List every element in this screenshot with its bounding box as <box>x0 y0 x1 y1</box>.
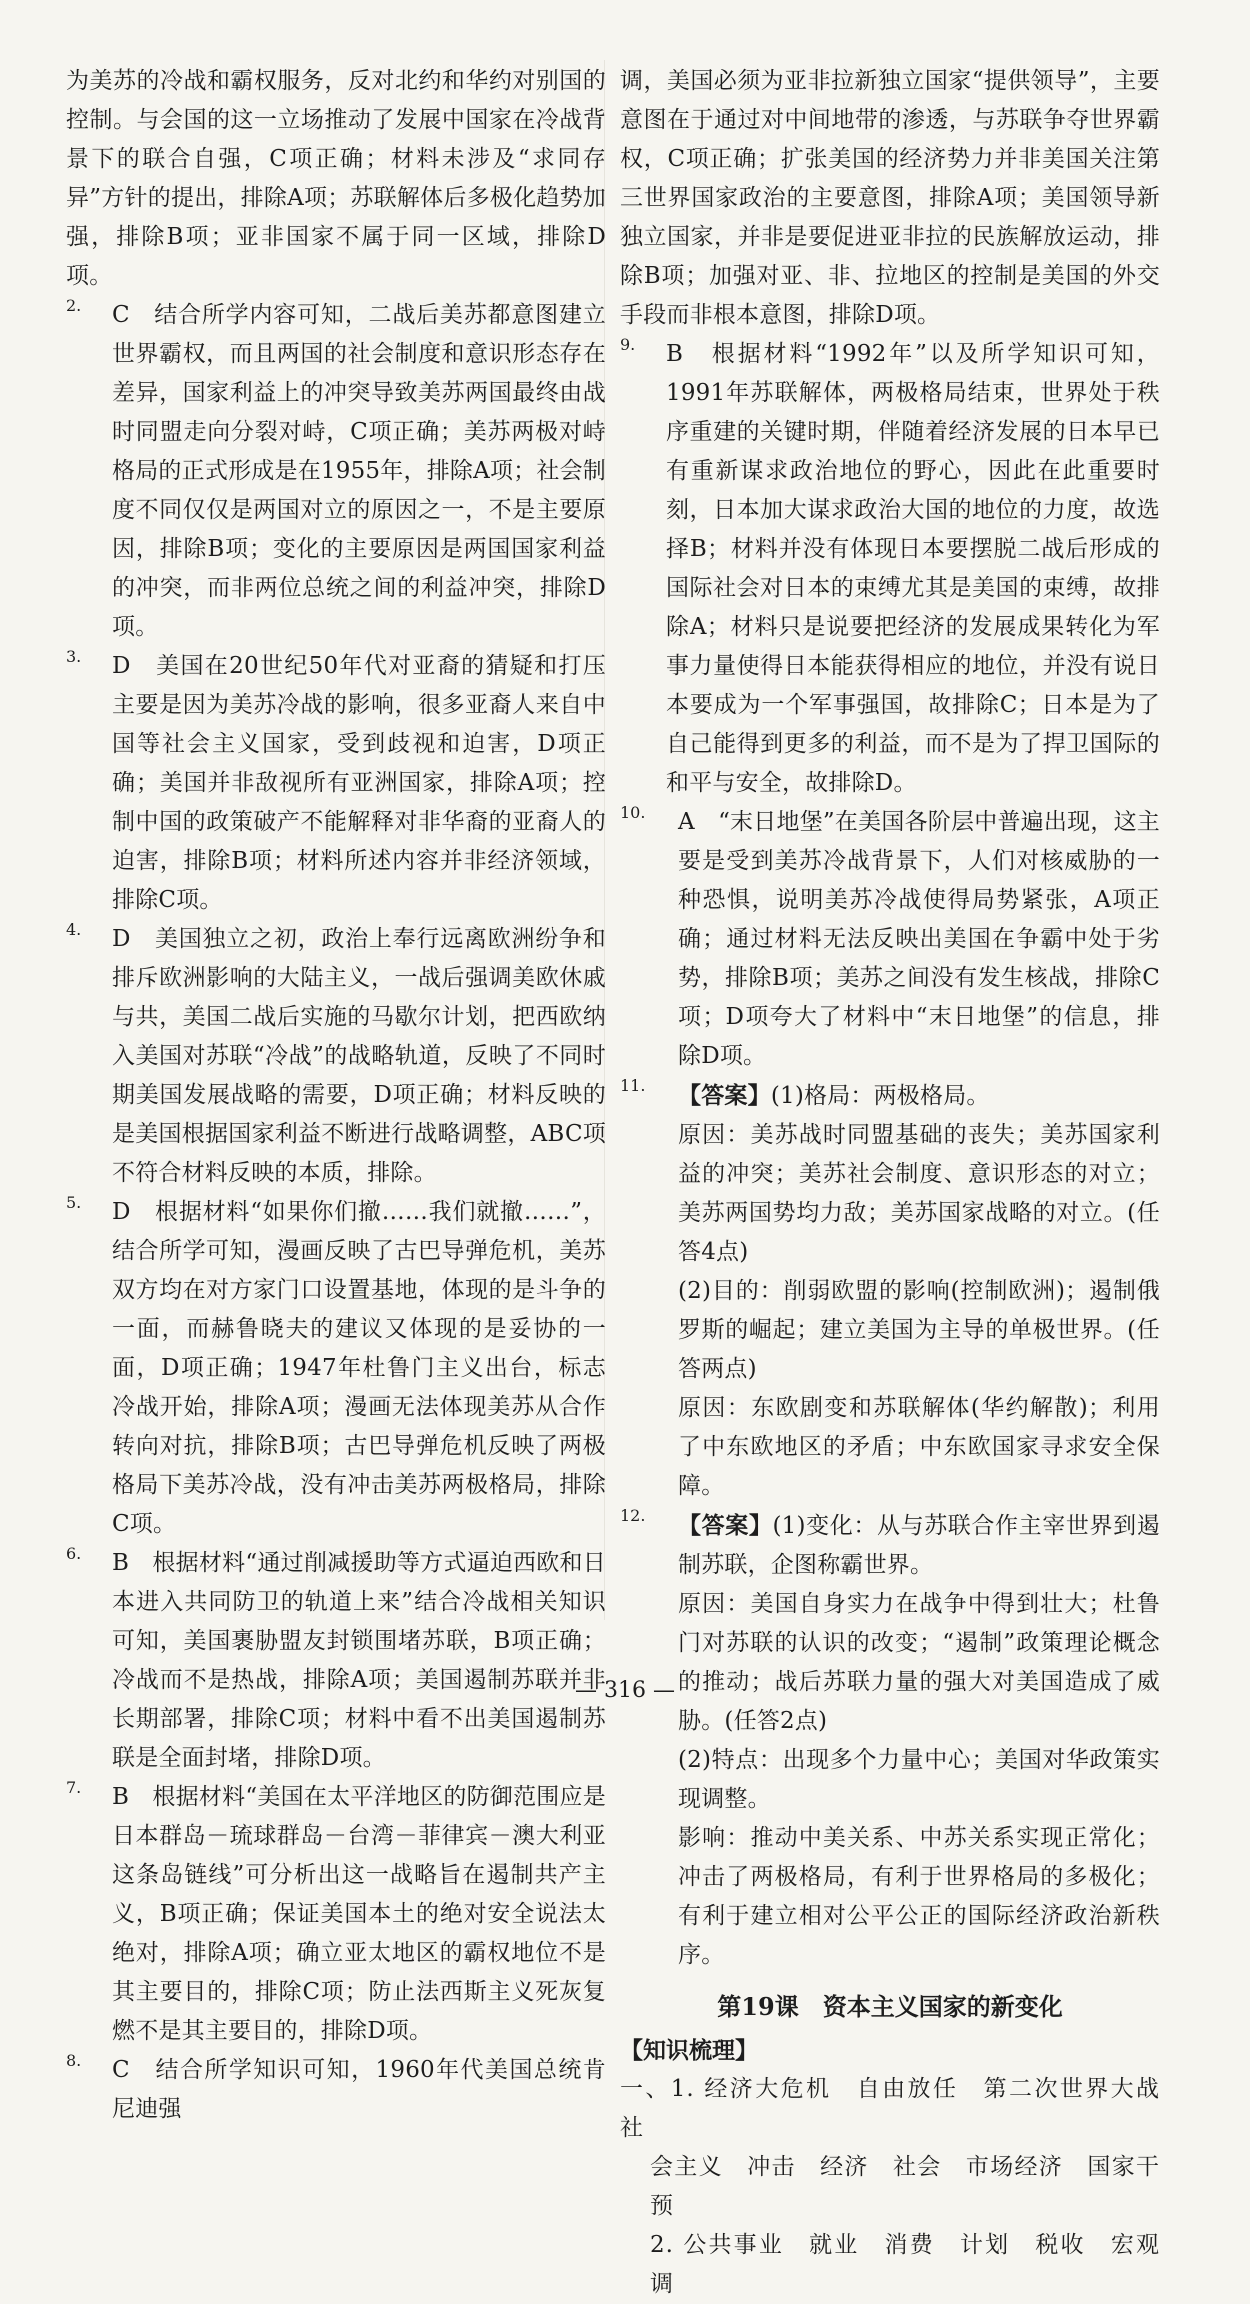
answer-item-9 <box>620 335 1160 803</box>
item-explanation: 结合所学知识可知，1960年代美国总统肯尼迪强 <box>112 2057 606 2122</box>
item-answer: C <box>112 302 130 328</box>
item-body <box>112 647 606 920</box>
terms-line: 一、1. 经济大危机 自由放任 第二次世界大战 社 <box>620 2076 1184 2141</box>
item-explanation: 结合所学内容可知，二战后美苏都意图建立世界霸权，而且两国的社会制度和意识形态存在差异，国家利益上的冲突导致美苏两国最终由战时同盟走向分裂对峙，C项正确；美苏两极对峙格局的正式形成是在1955年，排除A项；社会制度不同仅仅是两国对立的原因之一，不是主要原因，排除B项；变化的主要原因是两国国家利益的冲突，而非两位总统之间的利益冲突，排除D项。 <box>112 302 606 640</box>
answer-item-3 <box>66 647 606 920</box>
item-number: 7. <box>66 1778 82 1797</box>
answer-text: (1)格局：两极格局。 <box>770 1083 990 1109</box>
answer-paragraph: 原因：东欧剧变和苏联解体(华约解散)；利用了中东欧地区的矛盾；中东欧国家寻求安全保障。 <box>678 1395 1160 1499</box>
item-body <box>112 296 606 647</box>
answer-text: (1)变化：从与苏联合作主宰世界到遏制苏联，企图称霸世界。 <box>678 1513 1160 1578</box>
answer-tag: 【答案】 <box>678 1512 773 1539</box>
item-body <box>678 1076 1160 1506</box>
terms-line: 2. 公共事业 就业 消费 计划 税收 宏观调 <box>650 2232 1160 2297</box>
item-answer: C <box>112 2057 130 2083</box>
item-body <box>678 803 1160 1076</box>
item-explanation: 美国在20世纪50年代对亚裔的猜疑和打压主要是因为美苏冷战的影响，很多亚裔人来自中国等社会主义国家，受到歧视和迫害，D项正确；美国并非敌视所有亚洲国家，排除A项；控制中国的政策破产不能解释对非华裔的亚裔人的迫害，排除B项；材料所述内容并非经济领域，排除C项。 <box>112 653 606 913</box>
lesson-title: 第19课 资本主义国家的新变化 <box>717 1992 1063 2021</box>
right-intro-paragraph: 调，美国必须为亚非拉新独立国家“提供领导”，主要意图在于通过对中间地带的渗透，与苏联争夺世界霸权，C项正确；扩张美国的经济势力并非美国关注第三世界国家政治的主要意图，排除A项；美国领导新独立国家，并非是要促进亚非拉的民族解放运动，排除B项；加强对亚、非、拉地区的控制是美国的外交手段而非根本意图，排除D项。 <box>620 68 1160 328</box>
item-body <box>112 2051 606 2129</box>
answer-line <box>678 1076 1160 1116</box>
item-number: 3. <box>66 647 82 666</box>
left-intro-paragraph: 为美苏的冷战和霸权服务，反对北约和华约对别国的控制。与会国的这一立场推动了发展中国家在冷战背景下的联合自强，C项正确；材料未涉及“求同存异”方针的提出，排除A项；苏联解体后多极化趋势加强，排除B项；亚非国家不属于同一区域，排除D项。 <box>66 68 606 289</box>
terms-line: 会主义 冲击 经济 社会 市场经济 国家干预 <box>650 2154 1160 2219</box>
item-answer: D <box>112 653 131 679</box>
item-body <box>666 335 1160 803</box>
item-answer: B <box>112 1784 130 1810</box>
item-number: 6. <box>66 1544 82 1563</box>
item-number: 2. <box>66 296 82 315</box>
answer-item-4 <box>66 920 606 1193</box>
item-number: 11. <box>620 1076 646 1095</box>
page-number: — 316 — <box>575 1678 675 1703</box>
item-explanation: “末日地堡”在美国各阶层中普遍出现，这主要是受到美苏冷战背景下，人们对核威胁的一种恐惧，说明美苏冷战使得局势紧张，A项正确；通过材料无法反映出美国在争霸中处于劣势，排除B项；美苏之间没有发生核战，排除C项；D项夸大了材料中“末日地堡”的信息，排除D项。 <box>678 809 1160 1069</box>
item-answer: B <box>666 341 684 367</box>
answer-item-11 <box>620 1076 1160 1506</box>
answer-item-5 <box>66 1193 606 1544</box>
item-answer: D <box>112 926 131 952</box>
item-body <box>112 1193 606 1544</box>
answer-paragraph: 影响：推动中美关系、中苏关系实现正常化；冲击了两极格局，有利于世界格局的多极化；有利于建立相对公平公正的国际经济政治新秩序。 <box>678 1825 1160 1968</box>
answer-item-10 <box>620 803 1160 1076</box>
answer-item-8 <box>66 2051 606 2129</box>
answer-paragraph: 原因：美国自身实力在战争中得到壮大；杜鲁门对苏联的认识的改变；“遏制”政策理论概念的推动；战后苏联力量的强大对美国造成了威胁。(任答2点) <box>678 1591 1160 1734</box>
item-explanation: 根据材料“通过削减援助等方式逼迫西欧和日本进入共同防卫的轨道上来”结合冷战相关知识可知，美国裹胁盟友封锁围堵苏联，B项正确；冷战而不是热战，排除A项；美国遏制苏联并非长期部署，排除C项；材料中看不出美国遏制苏联是全面封堵，排除D项。 <box>112 1550 606 1771</box>
answer-paragraph: 原因：美苏战时同盟基础的丧失；美苏国家利益的冲突；美苏社会制度、意识形态的对立；美苏两国势均力敌；美苏国家战略的对立。(任答4点) <box>678 1122 1160 1265</box>
item-explanation: 根据材料“1992年”以及所学知识可知，1991年苏联解体，两极格局结束，世界处于秩序重建的关键时期，伴随着经济发展的日本早已有重新谋求政治地位的野心，因此在此重要时刻，日本加大谋求政治大国的地位的力度，故选择B；材料并没有体现日本要摆脱二战后形成的国际社会对日本的束缚尤其是美国的束缚，故排除A；材料只是说要把经济的发展成果转化为军事力量使得日本能获得相应的地位，并没有说日本要成为一个军事强国，故排除C；日本是为了自己能得到更多的利益，而不是为了捍卫国际的和平与安全，故排除D。 <box>666 341 1160 796</box>
answer-paragraph: (2)特点：出现多个力量中心；美国对华政策实现调整。 <box>678 1747 1160 1812</box>
section-title: 【知识梳理】 <box>620 2037 758 2064</box>
item-number: 12. <box>620 1506 646 1525</box>
item-answer: B <box>112 1550 130 1576</box>
answer-tag: 【答案】 <box>678 1082 771 1109</box>
item-body <box>112 920 606 1193</box>
item-body <box>112 1544 606 1778</box>
answer-paragraph: (2)目的：削弱欧盟的影响(控制欧洲)；遏制俄罗斯的崛起；建立美国为主导的单极世界。(任答两点) <box>678 1278 1160 1382</box>
item-explanation: 根据材料“如果你们撤……我们就撤……”，结合所学可知，漫画反映了古巴导弹危机，美苏双方均在对方家门口设置基地，体现的是斗争的一面，而赫鲁晓夫的建议又体现的是妥协的一面，D项正确；1947年杜鲁门主义出台，标志冷战开始，排除A项；漫画无法体现美苏从合作转向对抗，排除B项；古巴导弹危机反映了两极格局下美苏冷战，没有冲击美苏两极格局，排除C项。 <box>112 1199 606 1537</box>
item-explanation: 美国独立之初，政治上奉行远离欧洲纷争和排斥欧洲影响的大陆主义，一战后强调美欧休戚与共，美国二战后实施的马歇尔计划，把西欧纳入美国对苏联“冷战”的战略轨道，反映了不同时期美国发展战略的需要，D项正确；材料反映的是美国根据国家利益不断进行战略调整，ABC项不符合材料反映的本质，排除。 <box>112 926 606 1186</box>
item-number: 8. <box>66 2051 82 2070</box>
item-body <box>678 1506 1160 1975</box>
left-column <box>66 62 606 2129</box>
item-number: 4. <box>66 920 82 939</box>
item-number: 9. <box>620 335 636 354</box>
item-number: 5. <box>66 1193 82 1212</box>
item-number: 10. <box>620 803 646 822</box>
item-body <box>112 1778 606 2051</box>
item-answer: A <box>678 809 695 835</box>
item-answer: D <box>112 1199 131 1225</box>
answer-item-12 <box>620 1506 1160 1975</box>
right-column <box>620 62 1184 2304</box>
item-explanation: 根据材料“美国在太平洋地区的防御范围应是日本群岛－琉球群岛－台湾－菲律宾－澳大利亚这条岛链线”可分析出这一战略旨在遏制共产主义，B项正确；保证美国本土的绝对安全说法太绝对，排除A项；确立亚太地区的霸权地位不是其主要目的，排除C项；防止法西斯主义死灰复燃不是其主要目的，排除D项。 <box>112 1784 606 2044</box>
answer-item-6 <box>66 1544 606 1778</box>
answer-item-7 <box>66 1778 606 2051</box>
answer-line <box>678 1506 1160 1585</box>
answer-item-2 <box>66 296 606 647</box>
